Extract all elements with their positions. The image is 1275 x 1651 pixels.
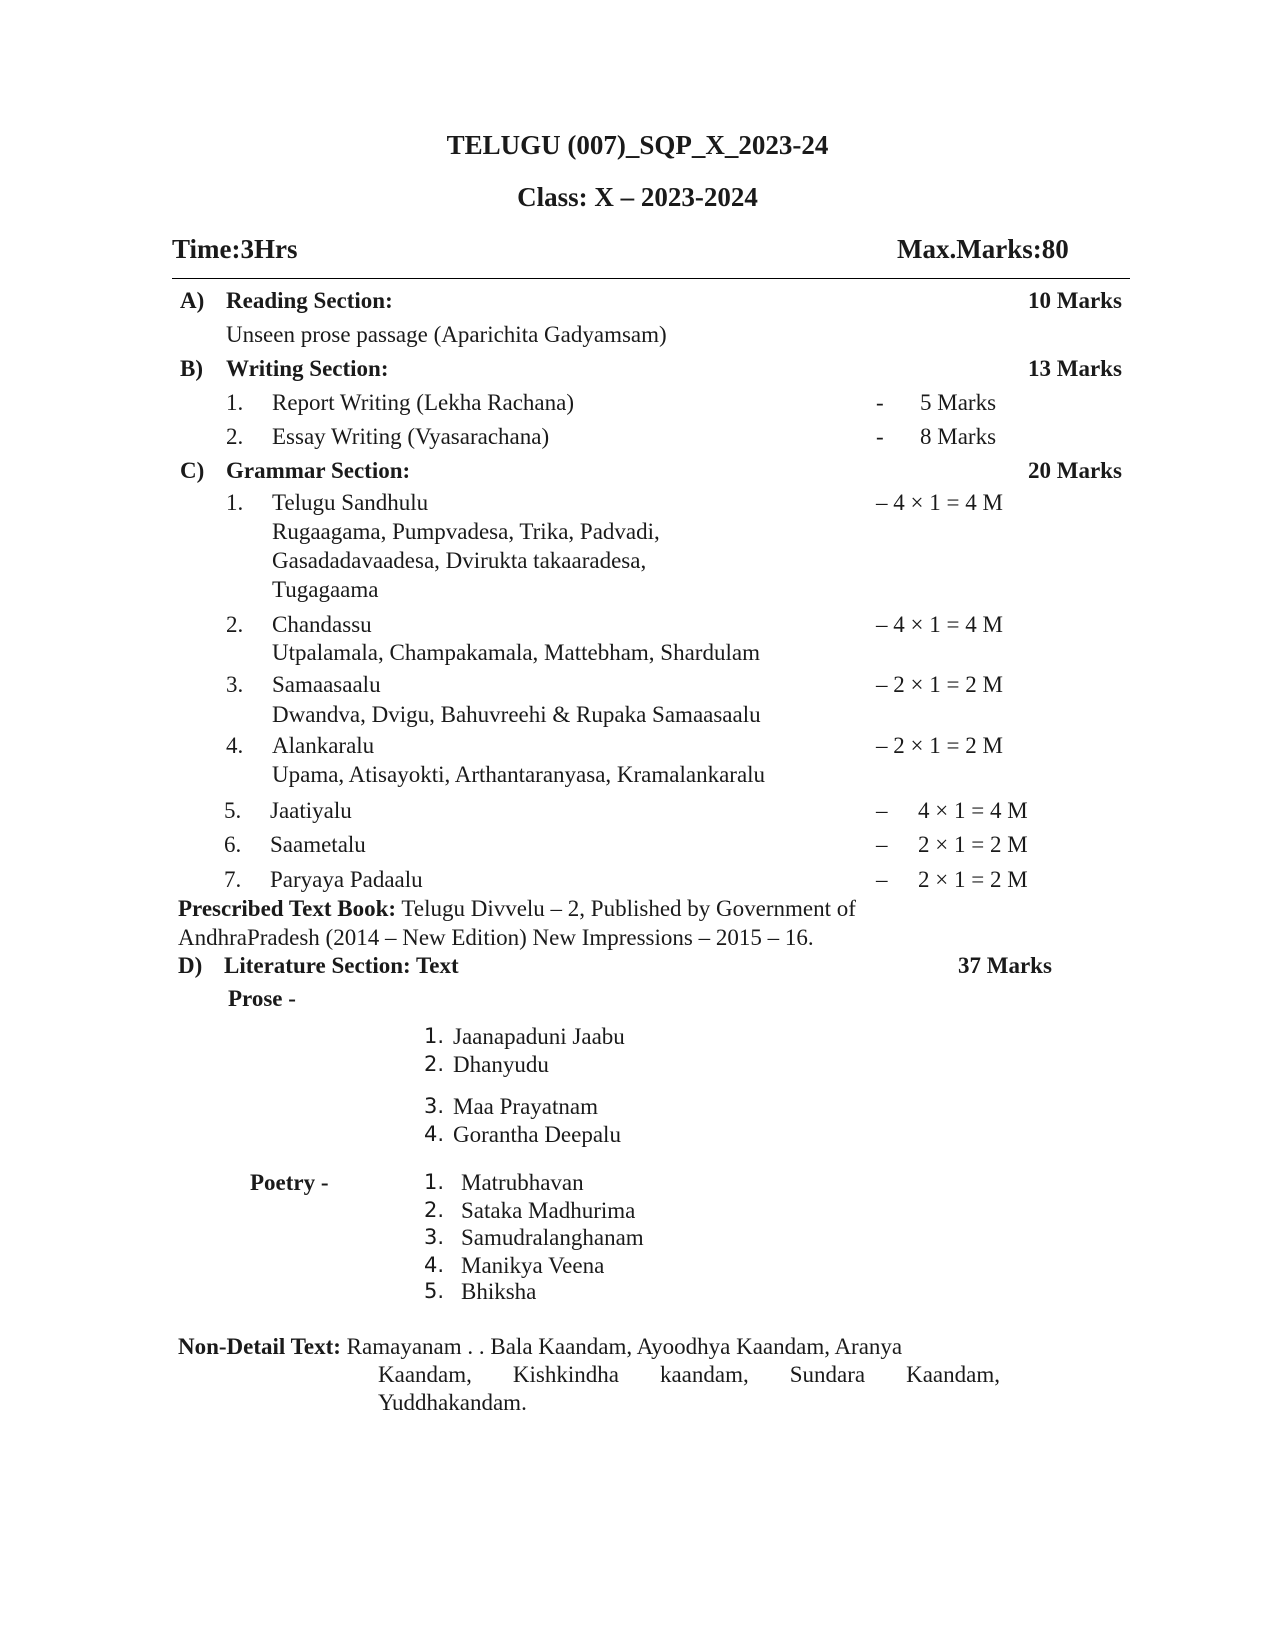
poetry-label: Poetry - bbox=[250, 1170, 329, 1195]
list-item-number: 1. bbox=[226, 490, 244, 515]
non-detail-word: Kaandam, bbox=[378, 1362, 472, 1387]
non-detail-word: Kishkindha bbox=[512, 1362, 619, 1387]
section-c-letter: C) bbox=[180, 458, 205, 483]
textbook-line-1 bbox=[178, 896, 856, 922]
list-item-dash: - bbox=[876, 390, 884, 415]
list-item-label: Alankaralu bbox=[272, 733, 375, 758]
section-a-title: Reading Section: bbox=[226, 288, 393, 313]
non-detail-line-3: Yuddhakandam. bbox=[378, 1390, 527, 1415]
section-a-letter: A) bbox=[180, 288, 205, 313]
list-item-label: Manikya Veena bbox=[461, 1253, 605, 1278]
list-item-label: Paryaya Padaalu bbox=[270, 867, 423, 892]
document-title: TELUGU (007)_SQP_X_2023-24 bbox=[446, 130, 829, 160]
non-detail-word: Kaandam, bbox=[906, 1362, 1000, 1387]
textbook-line-2: AndhraPradesh (2014 – New Edition) New Impressions – 2015 – 16. bbox=[178, 925, 814, 950]
list-item-label: Sataka Madhurima bbox=[461, 1198, 636, 1223]
list-item-label: Jaatiyalu bbox=[270, 798, 352, 823]
list-item-subtext: Upama, Atisayokti, Arthantaranyasa, Kramalankaralu bbox=[272, 762, 766, 787]
list-item-label: Dhanyudu bbox=[453, 1052, 549, 1077]
list-item-label: Essay Writing (Vyasarachana) bbox=[272, 424, 550, 449]
list-item-number: 4. bbox=[424, 1122, 445, 1146]
section-c-title: Grammar Section: bbox=[226, 458, 411, 483]
non-detail-text: Ramayanam . . Bala Kaandam, Ayoodhya Kaandam, Aranya bbox=[340, 1334, 903, 1359]
section-d-title: Literature Section: Text bbox=[224, 953, 459, 978]
list-item-number: 2. bbox=[424, 1052, 445, 1076]
class-line: Class: X – 2023-2024 bbox=[517, 182, 758, 212]
list-item-label: Jaanapaduni Jaabu bbox=[453, 1024, 625, 1049]
list-item-number: 5. bbox=[224, 798, 242, 823]
non-detail-line-2 bbox=[378, 1362, 1000, 1388]
list-item-subtext: Utpalamala, Champakamala, Mattebham, Shardulam bbox=[272, 640, 760, 665]
textbook-text: Telugu Divvelu – 2, Published by Government of bbox=[396, 896, 856, 921]
list-item-marks: – 2 × 1 = 2 M bbox=[876, 672, 1003, 697]
non-detail-line-1 bbox=[178, 1334, 902, 1360]
list-item-marks: 2 × 1 = 2 M bbox=[918, 832, 1028, 857]
list-item-label: Samaasaalu bbox=[272, 672, 381, 697]
textbook-label: Prescribed Text Book: bbox=[178, 896, 397, 921]
list-item-marks: – 2 × 1 = 2 M bbox=[876, 733, 1003, 758]
section-b-letter: B) bbox=[180, 356, 203, 381]
section-b-marks: 13 Marks bbox=[1028, 356, 1122, 381]
list-item-marks: – 4 × 1 = 4 M bbox=[876, 612, 1003, 637]
header-divider bbox=[172, 278, 1130, 279]
list-item-number: 3. bbox=[424, 1094, 445, 1118]
non-detail-word: Sundara bbox=[789, 1362, 866, 1387]
section-c-marks: 20 Marks bbox=[1028, 458, 1122, 483]
section-d-marks: 37 Marks bbox=[958, 953, 1052, 978]
list-item-dash: - bbox=[876, 424, 884, 449]
list-item-marks: 4 × 1 = 4 M bbox=[918, 798, 1028, 823]
list-item-marks: 2 × 1 = 2 M bbox=[918, 867, 1028, 892]
list-item-label: Maa Prayatnam bbox=[453, 1094, 598, 1119]
list-item-label: Report Writing (Lekha Rachana) bbox=[272, 390, 575, 415]
list-item-marks: – 4 × 1 = 4 M bbox=[876, 490, 1003, 515]
list-item-subtext: Rugaagama, Pumpvadesa, Trika, Padvadi, bbox=[272, 519, 660, 544]
list-item-marks: 8 Marks bbox=[920, 424, 997, 449]
non-detail-label: Non-Detail Text: bbox=[178, 1334, 341, 1359]
list-item-marks: 5 Marks bbox=[920, 390, 997, 415]
list-item-label: Bhiksha bbox=[461, 1279, 537, 1304]
list-item-number: 4. bbox=[226, 733, 244, 758]
list-item-label: Telugu Sandhulu bbox=[272, 490, 429, 515]
list-item-number: 2. bbox=[424, 1198, 445, 1222]
section-a-marks: 10 Marks bbox=[1028, 288, 1122, 313]
list-item-number: 1. bbox=[424, 1170, 445, 1194]
max-marks-label: Max.Marks:80 bbox=[897, 234, 1069, 264]
list-item-number: 1. bbox=[226, 390, 244, 415]
section-a-description: Unseen prose passage (Aparichita Gadyamsam) bbox=[226, 322, 667, 347]
list-item-label: Saametalu bbox=[270, 832, 366, 857]
list-item-number: 2. bbox=[226, 612, 244, 637]
list-item-dash: – bbox=[876, 798, 888, 823]
prose-label: Prose - bbox=[228, 986, 296, 1011]
list-item-number: 1. bbox=[424, 1024, 445, 1048]
list-item-label: Matrubhavan bbox=[461, 1170, 584, 1195]
list-item-subtext: Tugagaama bbox=[272, 577, 379, 602]
list-item-number: 4. bbox=[424, 1253, 445, 1277]
time-label: Time:3Hrs bbox=[172, 234, 298, 264]
list-item-subtext: Gasadadavaadesa, Dvirukta takaaradesa, bbox=[272, 548, 647, 573]
list-item-number: 5. bbox=[424, 1279, 445, 1303]
section-b-title: Writing Section: bbox=[226, 356, 389, 381]
list-item-label: Chandassu bbox=[272, 612, 372, 637]
section-d-letter: D) bbox=[178, 953, 203, 978]
list-item-number: 3. bbox=[424, 1225, 445, 1249]
list-item-label: Gorantha Deepalu bbox=[453, 1122, 621, 1147]
list-item-label: Samudralanghanam bbox=[461, 1225, 644, 1250]
list-item-number: 6. bbox=[224, 832, 242, 857]
list-item-number: 2. bbox=[226, 424, 244, 449]
list-item-number: 3. bbox=[226, 672, 244, 697]
list-item-subtext: Dwandva, Dvigu, Bahuvreehi & Rupaka Samaasaalu bbox=[272, 702, 761, 727]
list-item-dash: – bbox=[876, 867, 888, 892]
list-item-dash: – bbox=[876, 832, 888, 857]
non-detail-word: kaandam, bbox=[659, 1362, 749, 1387]
list-item-number: 7. bbox=[224, 867, 242, 892]
